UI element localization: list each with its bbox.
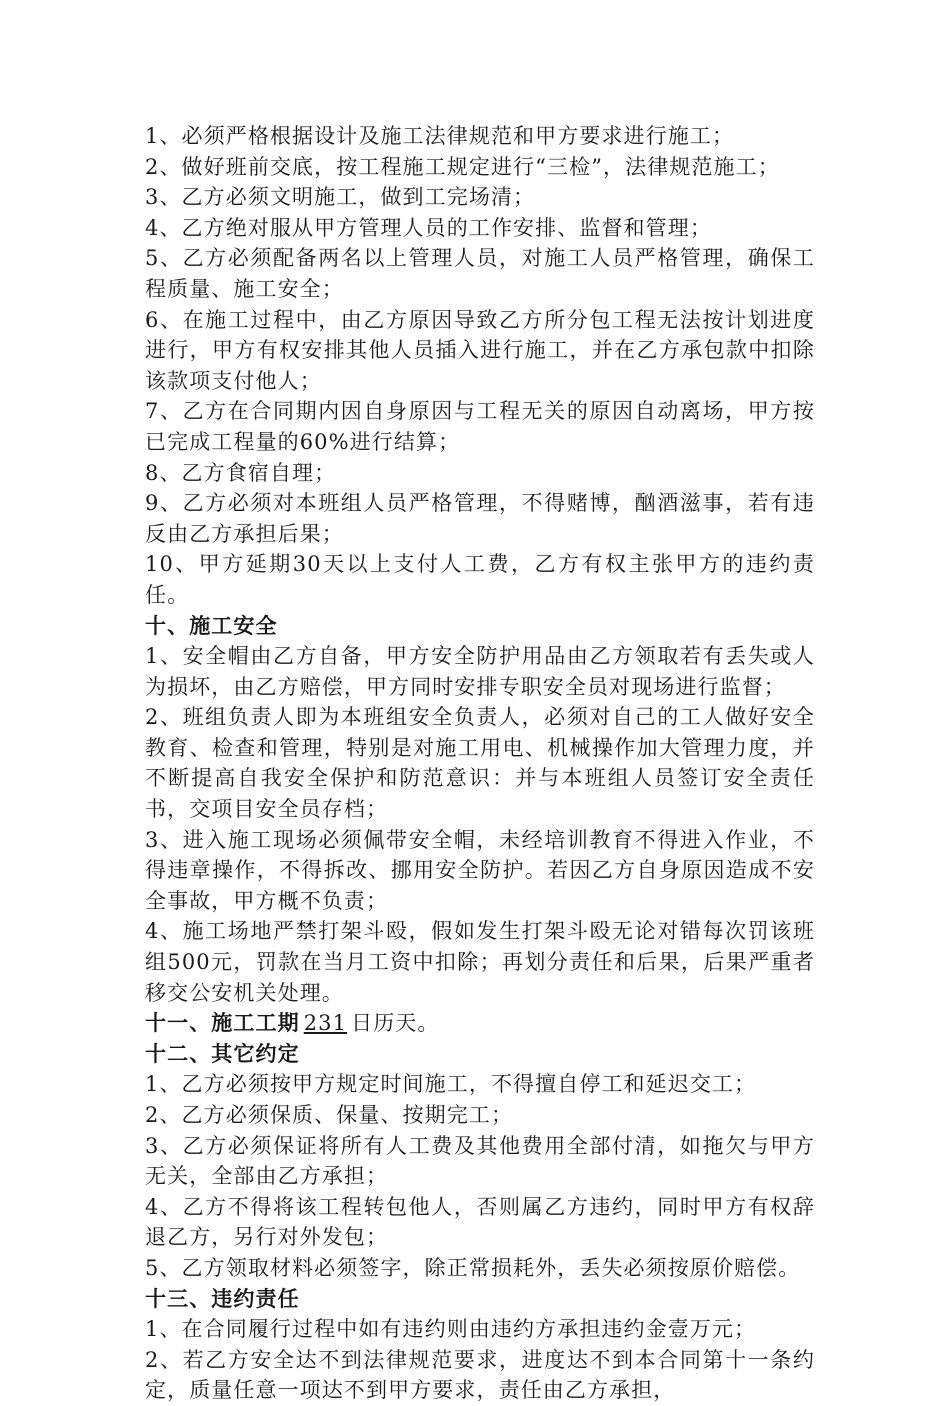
s9-item-7: 7、乙方在合同期内因自身原因与工程无关的原因自动离场，甲方按已完成工程量的60%进行结算；: [145, 399, 815, 454]
s10-item-2: 2、班组负责人即为本班组安全负责人，必须对自己的工人做好安全教育、检查和管理，特别是对施工用电、机械操作加大管理力度，并不断提高自我安全保护和防范意识：并与本班组人员签订安全责任书，交项目安全员存档；: [145, 705, 815, 822]
s9-item-9: 9、乙方必须对本班组人员严格管理，不得赌博，酗酒滋事，若有违反由乙方承担后果；: [145, 491, 815, 546]
section-10-heading: 十、施工安全: [145, 612, 278, 638]
s10-item-3: 3、进入施工现场必须佩带安全帽，未经培训教育不得进入作业，不得违章操作，不得拆改、挪用安全防护。若因乙方自身原因造成不安全事故，甲方概不负责；: [145, 827, 815, 913]
section-11-heading: 十一、施工工期: [145, 1010, 300, 1036]
s9-item-8: 8、乙方食宿自理；: [145, 460, 337, 485]
s9-item-3: 3、乙方必须文明施工，做到工完场清；: [145, 185, 536, 210]
construction-period-value: 231: [303, 1011, 348, 1036]
s10-item-4: 4、施工场地严禁打架斗殴，假如发生打架斗殴无论对错每次罚该班组500元，罚款在当月工资中扣除；再划分责任和后果，后果严重者移交公安机关处理。: [145, 919, 815, 1005]
s12-item-3: 3、乙方必须保证将所有人工费及其他费用全部付清，如拖欠与甲方无关，全部由乙方承担；: [145, 1133, 815, 1189]
construction-period-suffix: 日历天。: [351, 1011, 440, 1036]
s9-item-1: 1、必须严格根据设计及施工法律规范和甲方要求进行施工；: [145, 124, 735, 148]
s12-item-2: 2、乙方必须保质、保量、按期完工；: [145, 1103, 514, 1127]
s13-item-2: 2、若乙方安全达不到法律规范要求，进度达不到本合同第十一条约定，质量任意一项达不到甲方要求，责任由乙方承担，: [145, 1347, 815, 1403]
s9-item-5: 5、乙方必须配备两名以上管理人员，对施工人员严格管理，确保工程质量、施工安全；: [145, 246, 815, 301]
section-13-heading: 十三、违约责任: [145, 1285, 300, 1311]
section-11-line: [145, 1008, 815, 1039]
s9-item-6: 6、在施工过程中，由乙方原因导致乙方所分包工程无法按计划进度进行，甲方有权安排其他人员插入进行施工，并在乙方承包款中扣除该款项支付他人；: [145, 307, 815, 393]
document-body: [145, 121, 815, 1406]
s12-item-5: 5、乙方领取材料必须签字，除正常损耗外，丢失必须按原价赔偿。: [145, 1255, 801, 1280]
section-12-heading: 十二、其它约定: [145, 1040, 300, 1066]
s13-item-1: 1、在合同履行过程中如有违约则由违约方承担违约金壹万元；: [145, 1317, 757, 1342]
s9-item-4: 4、乙方绝对服从甲方管理人员的工作安排、监督和管理；: [145, 215, 712, 240]
s12-item-4: 4、乙方不得将该工程转包他人，否则属乙方违约，同时甲方有权辞退乙方，另行对外发包；: [145, 1194, 815, 1250]
s10-item-1: 1、安全帽由乙方自备，甲方安全防护用品由乙方领取若有丢失或人为损坏，由乙方赔偿，甲方同时安排专职安全员对现场进行监督；: [145, 644, 815, 699]
s12-item-1: 1、乙方必须按甲方规定时间施工，不得擅自停工和延迟交工；: [145, 1072, 757, 1097]
s9-item-2: 2、做好班前交底，按工程施工规定进行“三检”，法律规范施工；: [145, 154, 780, 179]
s9-item-10: 10、甲方延期30天以上支付人工费，乙方有权主张甲方的违约责任。: [145, 552, 815, 607]
